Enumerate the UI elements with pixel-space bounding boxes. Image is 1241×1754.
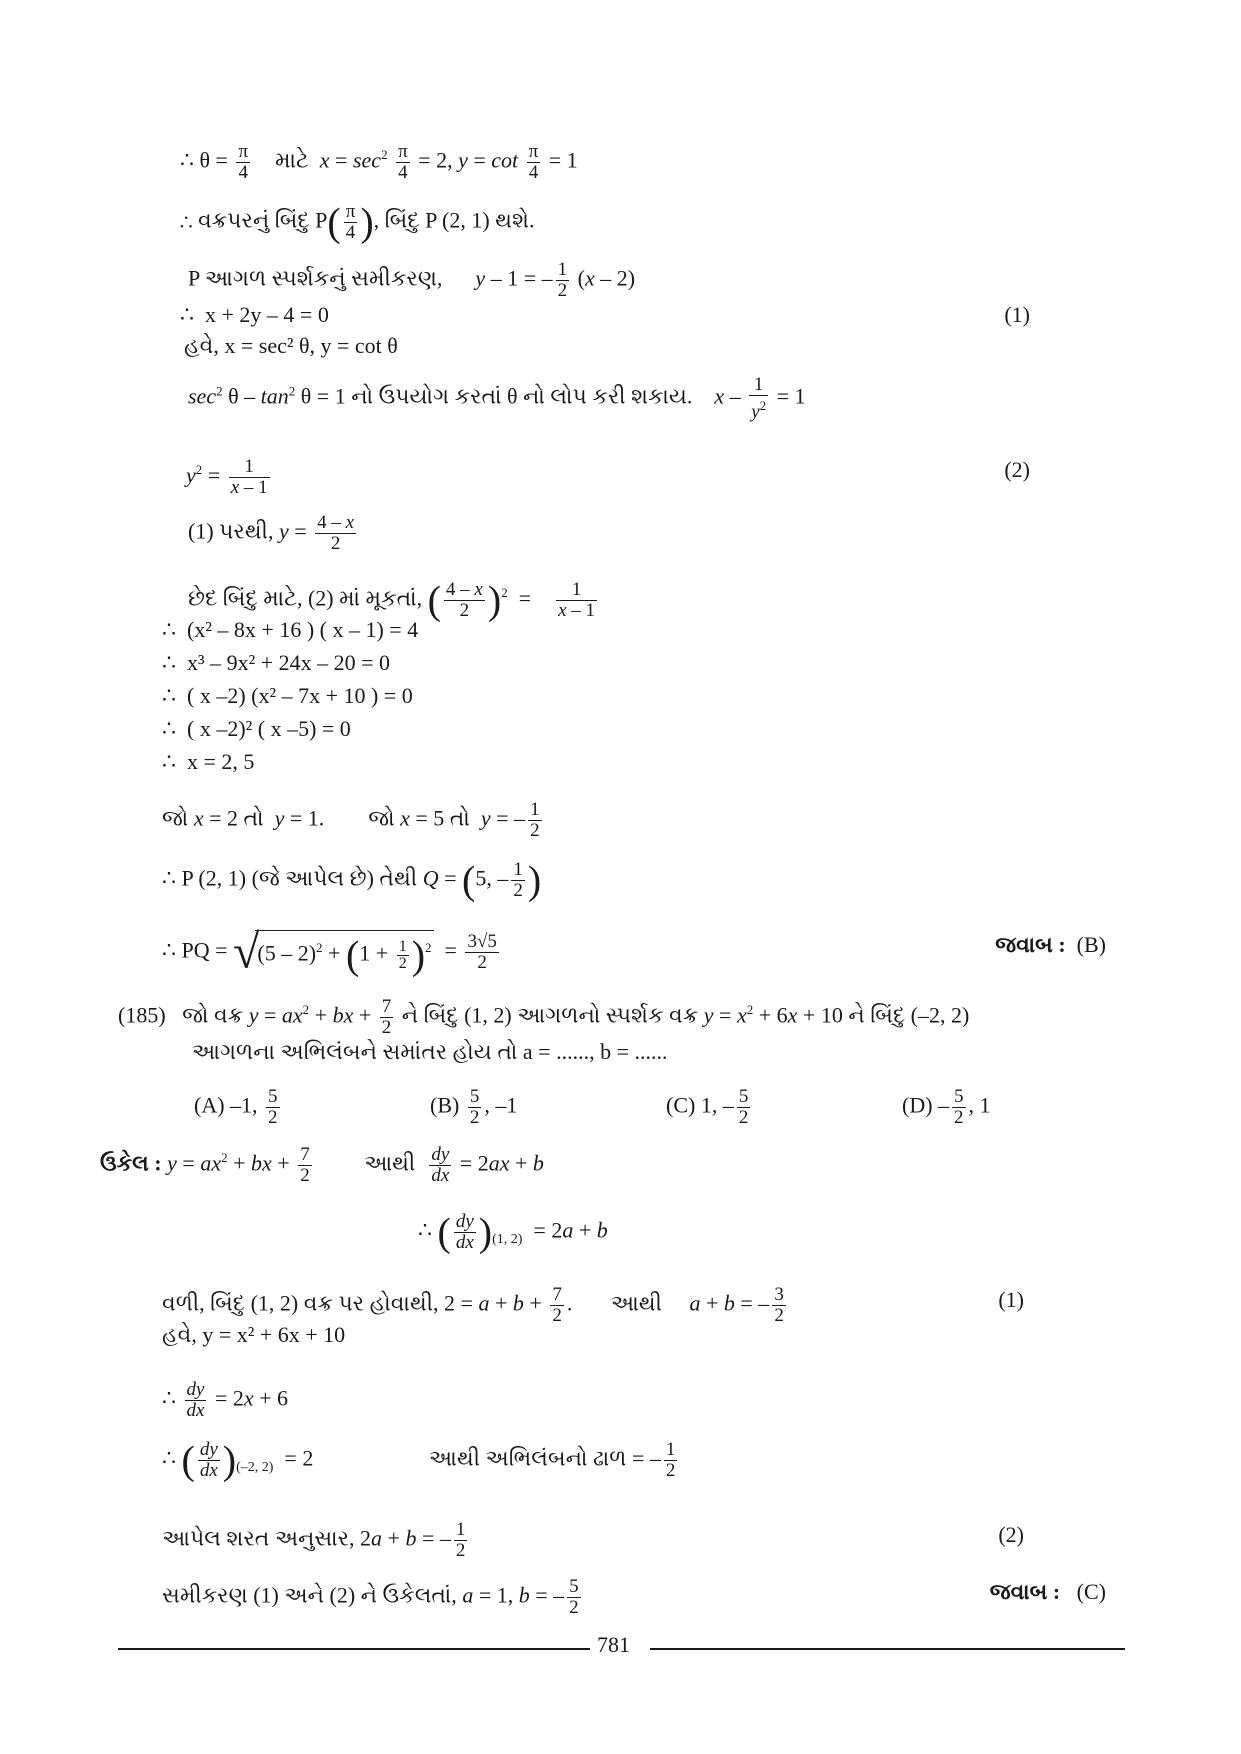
footer-rule [650, 1648, 1125, 1650]
solution-line-5: ∴ $\frac{dy}{dx}$ = 2x + 6 [162, 1379, 289, 1421]
solution-text: આથી અભિલંબનો ઢાળ = [428, 1445, 645, 1471]
question-text: ને બિંદુ (–2, 2) [848, 1002, 970, 1028]
therefore-symbol: ∴ [162, 683, 176, 708]
step-line [162, 648, 390, 678]
therefore-symbol: ∴ [180, 207, 193, 233]
point-q-line: ∴ P (2, 1) (જે આપેલ છે) તેથી Q = (5, – $\frac{1}{2}$ ) [162, 857, 542, 903]
fraction: $\frac{5}{2}$ [469, 1086, 480, 1128]
option-b: (B) $\frac{5}{2}$ , –1 [430, 1086, 518, 1128]
equation-1-line [180, 300, 1030, 330]
hence-label: આથી [610, 1290, 662, 1316]
fraction: $\frac{\pi}{4}$ [528, 140, 539, 183]
therefore-symbol: ∴ [162, 865, 176, 891]
fraction: $\frac{\pi}{4}$ [398, 140, 408, 183]
equation-number: (2) [998, 1522, 1024, 1547]
step-line [162, 714, 351, 744]
step-text: ( x –2) (x² – 7x + 10 ) = 0 [187, 683, 413, 708]
option-a: (A) –1, $\frac{5}{2}$ [194, 1086, 278, 1128]
equation-2-line: $y^2$ = $\frac{1}{x - 1}$ (2) [186, 455, 1030, 498]
identity-text: નો ઉપયોગ કરતાં θ નો લોપ કરી શકાય. [351, 383, 693, 409]
therefore-symbol: ∴ [162, 749, 176, 774]
from-eq1-line: (1) પરથી, y = $\frac{4 - x}{2}$ [188, 512, 355, 554]
footer-rule [118, 1648, 590, 1650]
fraction: $\frac{1}{y^2}$ [751, 374, 767, 423]
option-label: (B) [430, 1092, 460, 1118]
therefore-symbol: ∴ [162, 937, 176, 963]
mate-label: માટે [275, 147, 309, 173]
fraction: $\frac{1}{2}$ [665, 1439, 676, 1481]
derivative: $\frac{dy}{dx}$ [431, 1143, 450, 1186]
fraction: $\frac{1}{x - 1}$ [230, 455, 268, 498]
if-label: જો [162, 805, 189, 831]
solution-text: હવે, y = x² + 6x + 10 [162, 1322, 346, 1347]
fraction: $\frac{3√5}{2}$ [467, 931, 497, 974]
equation-text: x + 2y – 4 = 0 [205, 302, 329, 327]
fraction: $\frac{\pi}{4}$ [345, 201, 356, 243]
fraction: $\frac{\pi}{4}$ [238, 140, 249, 183]
solution-line-6: ∴ ( $\frac{dy}{dx}$ )$_{(-2, 2)} = 2$ આથી અભિલંબનો ઢાળ = – $\frac{1}{2}$ [162, 1437, 676, 1483]
fraction: $\frac{5}{2}$ [954, 1086, 964, 1128]
fraction: $\frac{3}{2}$ [774, 1284, 784, 1326]
hence-label: આથી [364, 1150, 416, 1176]
therefore-symbol: ∴ [162, 1445, 176, 1471]
fraction: $\frac{4 - x}{2}$ [317, 512, 355, 554]
if-label: જો [368, 805, 395, 831]
question-text: ને બિંદુ (1, 2) આગળનો સ્પર્શક વક્ર [401, 1002, 699, 1028]
therefore-symbol: ∴ [180, 147, 194, 173]
fraction: $\frac{7}{2}$ [300, 1143, 310, 1186]
solution-line-3: વળી, બિંદુ (1, 2) વક્ર પર હોવાથી, 2 = a + b + $\frac{7}{2}$ . આથી a + b = – $\frac{3}{2}$ (1) [162, 1284, 1024, 1326]
square-root: √(5 – 2)$^2$ + (1 + $\frac{1}{2}$ )$^2$ [233, 925, 432, 979]
solution-line-2: ∴ ( $\frac{dy}{dx}$ )$_{(1, 2)} = 2a + b$ [418, 1209, 608, 1255]
solution-text: સમીકરણ (1) અને (2) ને ઉકેલતાં, [162, 1582, 457, 1608]
from-label: (1) પરથી, [188, 518, 274, 544]
question-blank: a = ......, b = ...... [522, 1039, 668, 1064]
therefore-symbol: ∴ [418, 1217, 432, 1243]
tangent-equation-line: P આગળ સ્પર્શકનું સમીકરણ, y – 1 = – $\frac{1}{2}$ (x – 2) [188, 259, 636, 301]
option-label: (A) [194, 1092, 225, 1118]
answer-block [990, 1577, 1106, 1607]
fraction: $\frac{7}{2}$ [381, 995, 392, 1038]
equation-number: (1) [998, 1287, 1024, 1312]
point-on-curve-line: ∴ વક્રપરનું બિંદુ P( $\frac{\pi}{4}$ ), બિંદુ P (2, 1) થશે. [180, 199, 535, 245]
step-text: x = 2, 5 [187, 749, 255, 774]
therefore-symbol: ∴ [162, 650, 176, 675]
question-text: જો વક્ર [182, 1002, 244, 1028]
answer-value: (B) [1076, 932, 1106, 957]
question-text: આગળના અભિલંબને સમાંતર હોય તો [192, 1039, 518, 1064]
fraction: $\frac{1}{2}$ [557, 259, 568, 301]
therefore-symbol: ∴ [162, 617, 176, 642]
question-185-line-1: (185) જો વક્ર $y = ax^2$ + bx + $\frac{7}{2}$ ને બિંદુ (1, 2) આગળનો સ્પર્શક વક્ર $y = x^2 + 6x + 10$ ને બિંદુ (–2, 2) [118, 995, 970, 1038]
therefore-symbol: ∴ [162, 716, 176, 741]
derivative: $\frac{dy}{dx}$ [186, 1379, 205, 1421]
fraction: $\frac{1}{2}$ [398, 937, 407, 972]
derivative: $\frac{dy}{dx}$ [455, 1211, 474, 1253]
therefore-symbol: ∴ [162, 1385, 176, 1411]
step-line [162, 681, 413, 711]
intersection-label: છેદ બિંદુ માટે, (2) માં મૂકતાં, [188, 585, 423, 611]
step-line [162, 747, 254, 777]
fraction: $\frac{1}{x - 1}$ [558, 578, 596, 621]
therefore-symbol: ∴ [180, 302, 194, 327]
solution-line-1: ઉકેલ : $y = ax^2$ + bx + $\frac{7}{2}$ આથી $\frac{dy}{dx}$ = 2ax + b [100, 1143, 544, 1186]
intersection-line: છેદ બિંદુ માટે, (2) માં મૂકતાં, ( $\frac{4 - x}{2}$ )$^2$ = $\frac{1}{x - 1}$ [188, 577, 596, 623]
case-line: જો x = 2 તો y = 1. જો x = 5 તો y = – $\frac{1}{2}$ [162, 799, 540, 841]
point-q-label: P (2, 1) (જે આપેલ છે) તેથી [181, 865, 418, 891]
fraction: $\frac{1}{2}$ [455, 1519, 466, 1561]
step-text: (x² – 8x + 16 ) ( x – 1) = 4 [187, 617, 419, 642]
fraction: $\frac{1}{2}$ [530, 799, 540, 841]
fraction: $\frac{1}{2}$ [513, 859, 523, 901]
solution-text: આપેલ શરત અનુસાર, [162, 1525, 355, 1551]
fraction: $\frac{5}{2}$ [268, 1086, 278, 1128]
distance-line: ∴ PQ = √(5 – 2)$^2$ + (1 + $\frac{1}{2}$ )$^2$ = $\frac{3√5}{2}$ જવાબ : (B) [162, 925, 1106, 979]
parametric-text: હવે, x = sec² θ, y = cot θ [184, 333, 398, 358]
identity-line: $\sec^2 \theta - \tan^2 \theta = 1$ નો ઉપયોગ કરતાં θ નો લોપ કરી શકાય. x – $\frac{1}{y^2}$ = 1 [188, 374, 806, 423]
fraction: $\frac{4 - x}{2}$ [445, 578, 483, 621]
then-label: તો [243, 805, 264, 831]
answer-label: જવાબ : [995, 932, 1066, 957]
question-185-line-2 [192, 1037, 668, 1067]
fraction: $\frac{5}{2}$ [569, 1576, 579, 1618]
solution-line-4 [162, 1320, 345, 1350]
page-number: 781 [597, 1632, 630, 1657]
solution-line-7: આપેલ શરત અનુસાર, 2a + b = – $\frac{1}{2}$ (2) [162, 1519, 1024, 1561]
curve-point-label: વક્રપરનું બિંદુ P [197, 207, 328, 233]
fraction: $\frac{5}{2}$ [738, 1086, 749, 1128]
solution-label: ઉકેલ : [100, 1150, 162, 1176]
option-c: (C) 1, – $\frac{5}{2}$ [666, 1086, 749, 1128]
equation-number: (1) [1004, 302, 1030, 327]
solution-line-8: સમીકરણ (1) અને (2) ને ઉકેલતાં, a = 1, b = – $\frac{5}{2}$ જવાબ : (C) [162, 1576, 1106, 1618]
option-label: (D) [902, 1092, 933, 1118]
step-text: x³ – 9x² + 24x – 20 = 0 [187, 650, 391, 675]
equation-number: (2) [1004, 457, 1030, 482]
answer-block [995, 930, 1106, 960]
curve-point-tail: , બિંદુ P (2, 1) થશે. [373, 207, 535, 233]
solution-text: વળી, બિંદુ (1, 2) વક્ર પર હોવાથી, [162, 1290, 439, 1316]
option-d: (D) – $\frac{5}{2}$ , 1 [902, 1086, 991, 1128]
answer-value: (C) [1076, 1579, 1106, 1604]
answer-label: જવાબ : [989, 1579, 1061, 1604]
then-label: તો [449, 805, 470, 831]
tangent-label: P આગળ સ્પર્શકનું સમીકરણ, [188, 265, 443, 291]
derivative: $\frac{dy}{dx}$ [199, 1439, 218, 1481]
option-label: (C) [666, 1092, 696, 1118]
step-line [162, 615, 418, 645]
parametric-line [184, 331, 398, 361]
question-number: (185) [118, 1002, 166, 1028]
fraction: $\frac{7}{2}$ [552, 1284, 562, 1326]
theta-line: ∴ θ = $\frac{\pi}{4}$ માટે $x = \sec^2$ $\frac{\pi}{4}$ = 2, y = cot $\frac{\pi}{4}$ = 1 [180, 140, 578, 183]
step-text: ( x –2)² ( x –5) = 0 [187, 716, 351, 741]
